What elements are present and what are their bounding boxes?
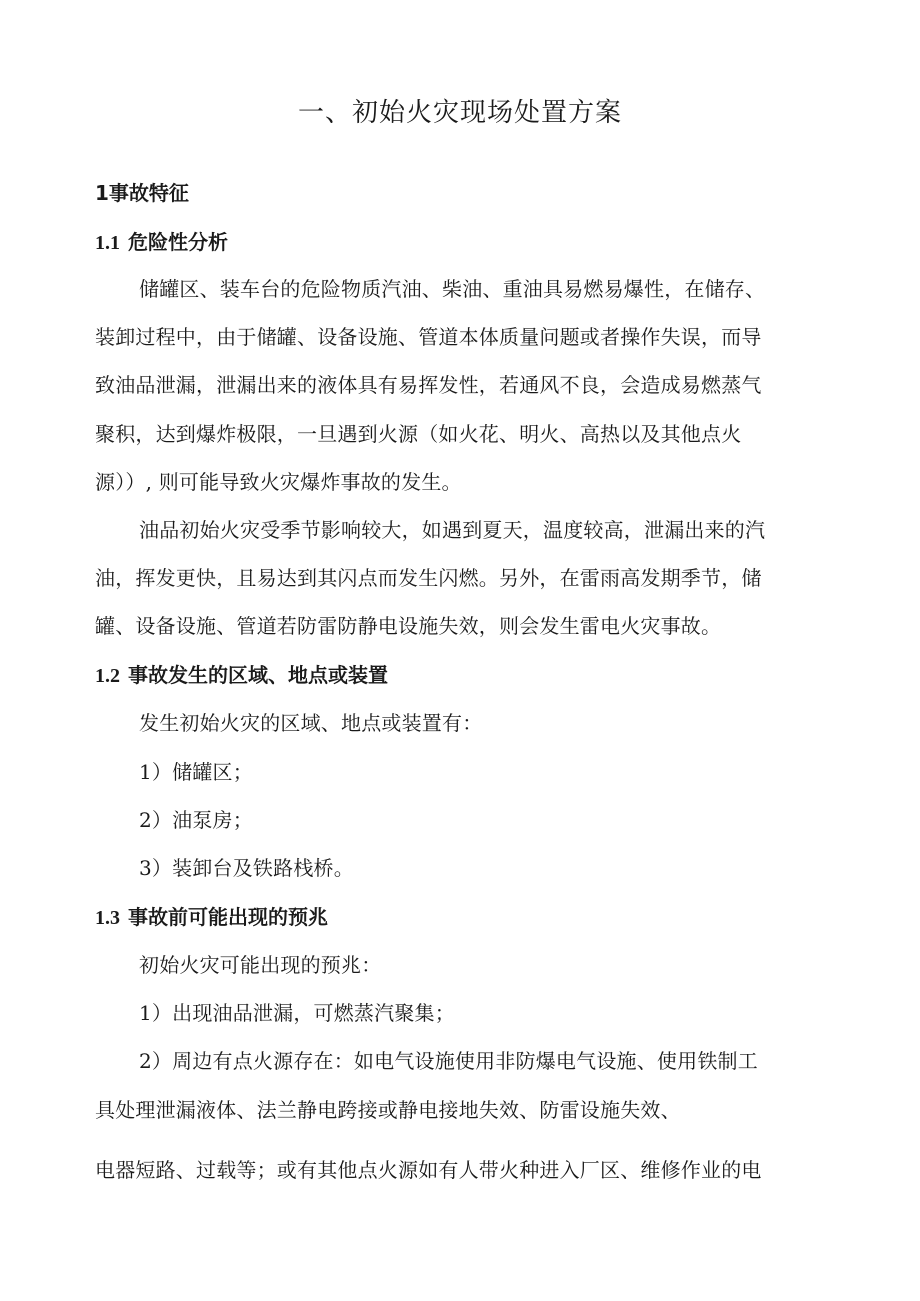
list-item: 3）装卸台及铁路栈桥。 <box>139 856 354 880</box>
list-item: 2）周边有点火源存在：如电气设施使用非防爆电气设施、使用铁制工 <box>139 1049 758 1073</box>
paragraph-line: 电器短路、过载等；或有其他点火源如有人带火种进入厂区、维修作业的电 <box>95 1158 762 1182</box>
section-1-2-number: 1.2 <box>95 665 120 687</box>
paragraph-line: 致油品泄漏，泄漏出来的液体具有易挥发性，若通风不良，会造成易燃蒸气 <box>95 373 762 397</box>
section-1-3-number: 1.3 <box>95 907 120 929</box>
list-item: 1）储罐区； <box>139 760 253 784</box>
paragraph-line: 具处理泄漏液体、法兰静电跨接或静电接地失效、防雷设施失效、 <box>95 1098 681 1122</box>
section-1-2-heading <box>95 659 388 688</box>
paragraph-line: 初始火灾可能出现的预兆： <box>139 953 382 977</box>
paragraph-line: 装卸过程中，由于储罐、设备设施、管道本体质量问题或者操作失误，而导 <box>95 325 762 349</box>
section-1-2-title: 事故发生的区域、地点或装置 <box>128 663 388 687</box>
section-1-heading: 1事故特征 <box>95 181 189 205</box>
section-1-1-number: 1.1 <box>95 232 120 254</box>
section-1-1-heading <box>95 226 228 255</box>
paragraph-line: 储罐区、装车台的危险物质汽油、柴油、重油具易燃易爆性，在储存、 <box>139 277 766 301</box>
paragraph-line: 油品初始火灾受季节影响较大，如遇到夏天，温度较高，泄漏出来的汽 <box>139 518 766 542</box>
paragraph-line: 罐、设备设施、管道若防雷防静电设施失效，则会发生雷电火灾事故。 <box>95 614 722 638</box>
list-item: 2）油泵房； <box>139 808 253 832</box>
section-1-3-title: 事故前可能出现的预兆 <box>128 905 328 929</box>
paragraph-line: 油，挥发更快，且易达到其闪点而发生闪燃。另外，在雷雨高发期季节，储 <box>95 566 762 590</box>
paragraph-line: 发生初始火灾的区域、地点或装置有： <box>139 711 483 735</box>
section-1-3-heading <box>95 901 328 930</box>
paragraph-line: 聚积，达到爆炸极限，一旦遇到火源（如火花、明火、高热以及其他点火 <box>95 422 742 446</box>
document-title: 一、初始火灾现场处置方案 <box>297 98 622 128</box>
section-1-1-title: 危险性分析 <box>128 230 228 254</box>
paragraph-line: 源））, 则可能导致火灾爆炸事故的发生。 <box>95 470 462 494</box>
list-item: 1）出现油品泄漏，可燃蒸汽聚集； <box>139 1001 455 1025</box>
